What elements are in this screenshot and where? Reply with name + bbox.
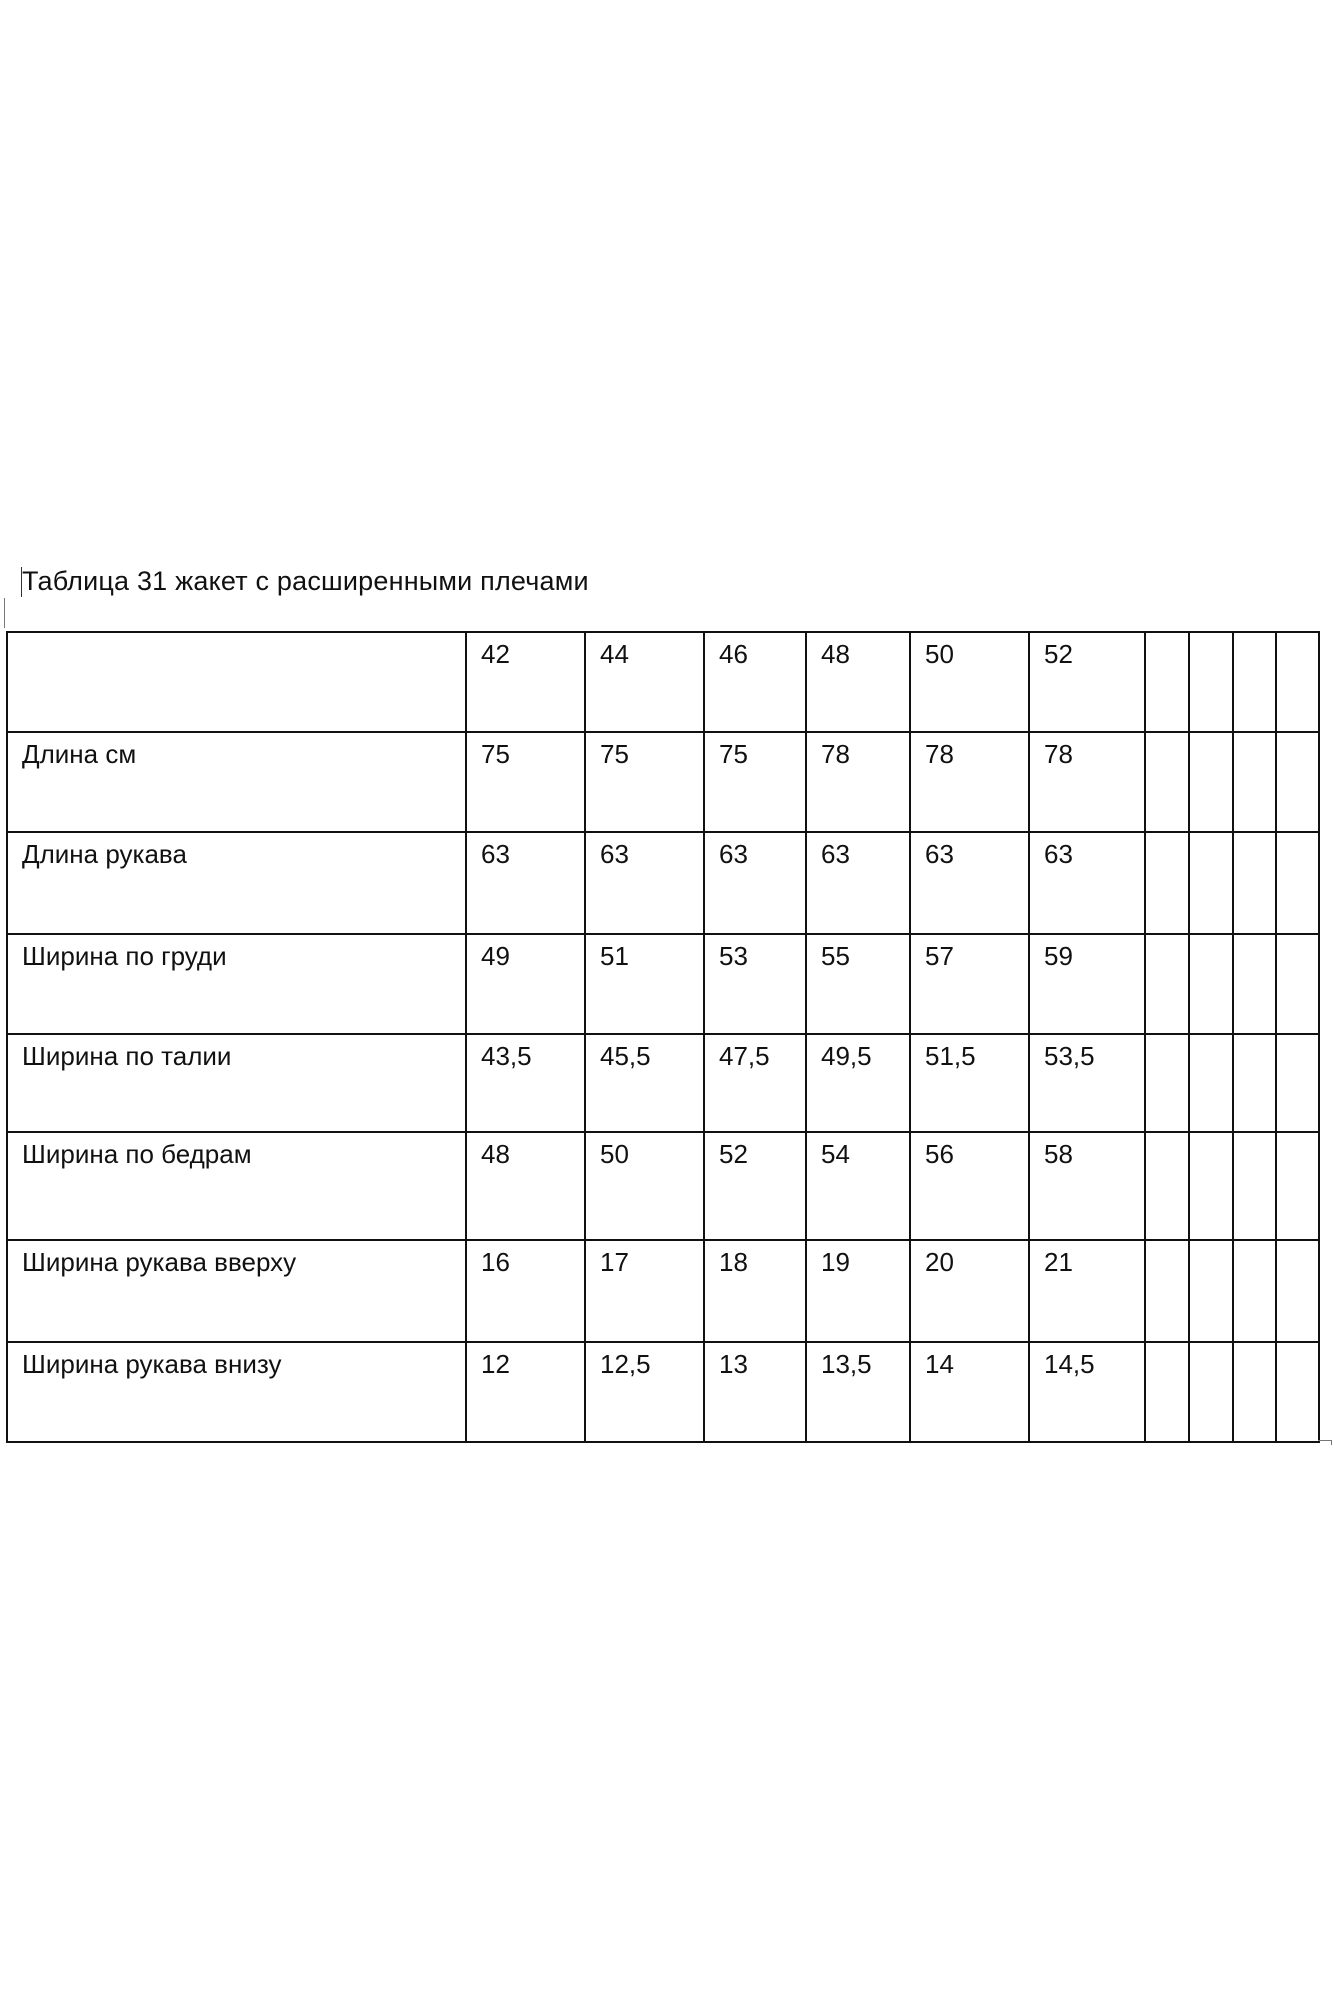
row-label-cell: Ширина по бедрам: [7, 1132, 466, 1240]
row-label-cell: Ширина рукава вверху: [7, 1240, 466, 1342]
value-cell: 54: [806, 1132, 910, 1240]
value-cell: 13: [704, 1342, 806, 1442]
value-cell: 43,5: [466, 1034, 585, 1132]
empty-cell: [1145, 1240, 1189, 1342]
empty-cell: [1145, 934, 1189, 1034]
row-label-cell: Длина рукава: [7, 832, 466, 934]
empty-cell: [1145, 632, 1189, 732]
value-cell: 17: [585, 1240, 704, 1342]
empty-cell: [1276, 1240, 1319, 1342]
value-cell: 75: [466, 732, 585, 832]
value-cell: 21: [1029, 1240, 1145, 1342]
value-cell: 45,5: [585, 1034, 704, 1132]
value-cell: 47,5: [704, 1034, 806, 1132]
value-cell: 42: [466, 632, 585, 732]
table-row: [7, 832, 1319, 934]
value-cell: 53,5: [1029, 1034, 1145, 1132]
value-cell: 75: [704, 732, 806, 832]
page-corner-mark: [0, 598, 5, 628]
empty-cell: [1233, 732, 1276, 832]
value-cell: 18: [704, 1240, 806, 1342]
empty-cell: [1145, 1342, 1189, 1442]
empty-cell: [1276, 934, 1319, 1034]
size-table-body: [7, 632, 1319, 1442]
empty-cell: [1233, 832, 1276, 934]
value-cell: 49,5: [806, 1034, 910, 1132]
empty-cell: [1189, 934, 1233, 1034]
table-row: [7, 732, 1319, 832]
value-cell: 63: [910, 832, 1029, 934]
table-row: [7, 1034, 1319, 1132]
size-table: [6, 631, 1320, 1443]
value-cell: 13,5: [806, 1342, 910, 1442]
row-label-cell: Длина см: [7, 732, 466, 832]
value-cell: 12: [466, 1342, 585, 1442]
value-cell: 59: [1029, 934, 1145, 1034]
value-cell: 63: [466, 832, 585, 934]
table-row: [7, 1240, 1319, 1342]
row-label-cell: Ширина рукава внизу: [7, 1342, 466, 1442]
value-cell: 19: [806, 1240, 910, 1342]
empty-cell: [1276, 1342, 1319, 1442]
value-cell: 63: [806, 832, 910, 934]
empty-cell: [1189, 1342, 1233, 1442]
table-end-mark: [1318, 1440, 1332, 1445]
empty-cell: [1233, 1342, 1276, 1442]
value-cell: 14: [910, 1342, 1029, 1442]
value-cell: 75: [585, 732, 704, 832]
value-cell: 48: [466, 1132, 585, 1240]
empty-cell: [1145, 1034, 1189, 1132]
value-cell: 51: [585, 934, 704, 1034]
value-cell: 44: [585, 632, 704, 732]
value-cell: 50: [585, 1132, 704, 1240]
value-cell: 20: [910, 1240, 1029, 1342]
table-row: [7, 1132, 1319, 1240]
value-cell: 57: [910, 934, 1029, 1034]
table-caption: Таблица 31 жакет с расширенными плечами: [22, 566, 589, 596]
empty-cell: [1276, 1132, 1319, 1240]
value-cell: 52: [704, 1132, 806, 1240]
empty-cell: [1276, 632, 1319, 732]
value-cell: 51,5: [910, 1034, 1029, 1132]
value-cell: 58: [1029, 1132, 1145, 1240]
empty-cell: [1189, 1240, 1233, 1342]
empty-cell: [1233, 1132, 1276, 1240]
empty-cell: [1189, 632, 1233, 732]
value-cell: 56: [910, 1132, 1029, 1240]
value-cell: 46: [704, 632, 806, 732]
value-cell: 48: [806, 632, 910, 732]
value-cell: 53: [704, 934, 806, 1034]
value-cell: 49: [466, 934, 585, 1034]
empty-cell: [1189, 832, 1233, 934]
value-cell: 78: [1029, 732, 1145, 832]
table-row: [7, 1342, 1319, 1442]
row-label-cell: [7, 632, 466, 732]
value-cell: 14,5: [1029, 1342, 1145, 1442]
empty-cell: [1145, 832, 1189, 934]
empty-cell: [1189, 1132, 1233, 1240]
empty-cell: [1276, 1034, 1319, 1132]
empty-cell: [1233, 1240, 1276, 1342]
header-row: [7, 632, 1319, 732]
empty-cell: [1233, 934, 1276, 1034]
value-cell: 16: [466, 1240, 585, 1342]
empty-cell: [1276, 732, 1319, 832]
empty-cell: [1145, 732, 1189, 832]
empty-cell: [1233, 632, 1276, 732]
value-cell: 12,5: [585, 1342, 704, 1442]
row-label-cell: Ширина по талии: [7, 1034, 466, 1132]
value-cell: 78: [910, 732, 1029, 832]
empty-cell: [1233, 1034, 1276, 1132]
value-cell: 52: [1029, 632, 1145, 732]
value-cell: 63: [1029, 832, 1145, 934]
value-cell: 63: [585, 832, 704, 934]
value-cell: 50: [910, 632, 1029, 732]
empty-cell: [1145, 1132, 1189, 1240]
empty-cell: [1189, 732, 1233, 832]
value-cell: 63: [704, 832, 806, 934]
row-label-cell: Ширина по груди: [7, 934, 466, 1034]
empty-cell: [1189, 1034, 1233, 1132]
table-row: [7, 934, 1319, 1034]
value-cell: 55: [806, 934, 910, 1034]
empty-cell: [1276, 832, 1319, 934]
value-cell: 78: [806, 732, 910, 832]
